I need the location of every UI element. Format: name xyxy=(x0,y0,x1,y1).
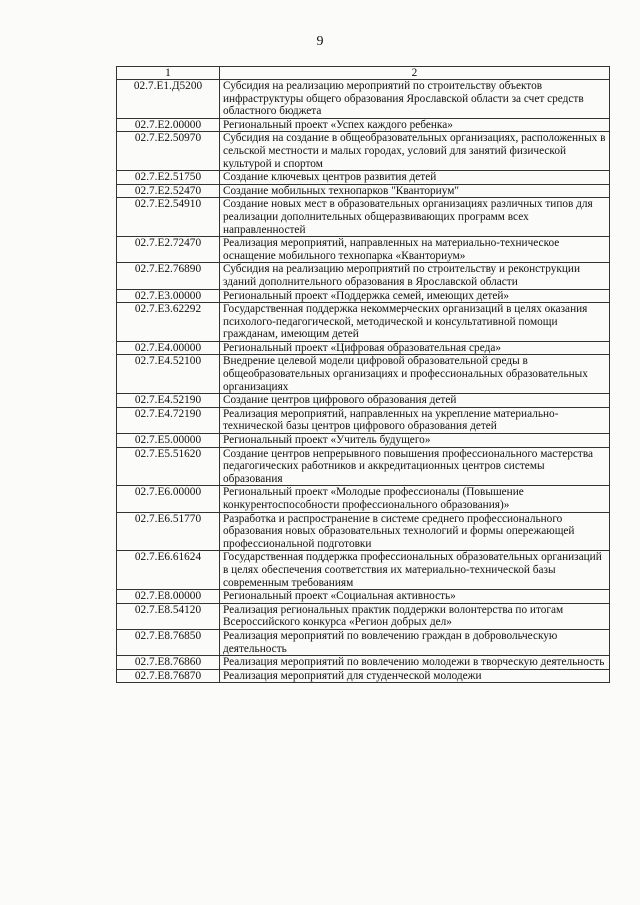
row-name: Субсидия на создание в общеобразовательных организациях, расположенных в сельской местности и малых городах, условий для занятий физической культурой и спортом xyxy=(220,132,610,171)
row-name: Создание ключевых центров развития детей xyxy=(220,171,610,185)
row-code: 02.7.E2.72470 xyxy=(117,237,220,263)
table-row xyxy=(117,407,610,433)
row-name: Региональный проект «Цифровая образовательная среда» xyxy=(220,341,610,355)
row-code: 02.7.E8.54120 xyxy=(117,603,220,629)
table-row xyxy=(117,118,610,132)
table-row xyxy=(117,80,610,119)
page-number: 9 xyxy=(316,34,324,49)
row-code: 02.7.E8.76850 xyxy=(117,629,220,655)
table-row xyxy=(117,303,610,342)
row-code: 02.7.E2.54910 xyxy=(117,198,220,237)
row-name: Создание мобильных технопарков "Кванториум" xyxy=(220,184,610,198)
row-code: 02.7.E4.72190 xyxy=(117,407,220,433)
table-row xyxy=(117,132,610,171)
row-code: 02.7.E4.52190 xyxy=(117,394,220,408)
table-row xyxy=(117,669,610,683)
row-name: Государственная поддержка профессиональных образовательных организаций в целях обеспечения соответствия их материально-технической базы современным требованиям xyxy=(220,551,610,590)
row-code: 02.7.E2.00000 xyxy=(117,118,220,132)
row-name: Государственная поддержка некоммерческих организаций в целях оказания психолого-педагогической, методической и консультативной помощи гражданам, имеющим детей xyxy=(220,303,610,342)
row-name: Региональный проект «Молодые профессионалы (Повышение конкурентоспособности профессионального образования)» xyxy=(220,486,610,512)
row-code: 02.7.E6.00000 xyxy=(117,486,220,512)
row-code: 02.7.E5.51620 xyxy=(117,447,220,486)
table-row xyxy=(117,394,610,408)
row-code: 02.7.E2.51750 xyxy=(117,171,220,185)
row-code: 02.7.E6.51770 xyxy=(117,512,220,551)
row-name: Реализация мероприятий по вовлечению граждан в добровольческую деятельность xyxy=(220,629,610,655)
row-name: Создание новых мест в образовательных организациях различных типов для реализации дополнительных общеразвивающих программ всех направленностей xyxy=(220,198,610,237)
table-row xyxy=(117,355,610,394)
table-row xyxy=(117,434,610,448)
row-name: Региональный проект «Учитель будущего» xyxy=(220,434,610,448)
table-row xyxy=(117,184,610,198)
row-code: 02.7.E2.50970 xyxy=(117,132,220,171)
row-name: Реализация мероприятий по вовлечению молодежи в творческую деятельность xyxy=(220,656,610,670)
table-header xyxy=(117,67,610,80)
row-name: Реализация региональных практик поддержки волонтерства по итогам Всероссийского конкурса «Регион добрых дел» xyxy=(220,603,610,629)
header-col-2: 2 xyxy=(220,67,610,80)
table-row xyxy=(117,629,610,655)
row-code: 02.7.E3.62292 xyxy=(117,303,220,342)
row-name: Субсидия на реализацию мероприятий по строительству объектов инфраструктуры общего образования Ярославской области за счет средств областного бюджета xyxy=(220,80,610,119)
row-name: Региональный проект «Социальная активность» xyxy=(220,590,610,604)
table-row xyxy=(117,603,610,629)
row-code: 02.7.E5.00000 xyxy=(117,434,220,448)
header-row xyxy=(117,67,610,80)
row-name: Создание центров непрерывного повышения профессионального мастерства педагогических работников и аккредитационных центров системы образования xyxy=(220,447,610,486)
row-code: 02.7.E4.00000 xyxy=(117,341,220,355)
table-row xyxy=(117,447,610,486)
row-code: 02.7.E1.Д5200 xyxy=(117,80,220,119)
row-name: Реализация мероприятий, направленных на материально-техническое оснащение мобильного технопарка «Кванториум» xyxy=(220,237,610,263)
row-name: Создание центров цифрового образования детей xyxy=(220,394,610,408)
budget-classification-table xyxy=(116,66,610,683)
table-row xyxy=(117,656,610,670)
row-name: Региональный проект «Поддержка семей, имеющих детей» xyxy=(220,289,610,303)
row-code: 02.7.E3.00000 xyxy=(117,289,220,303)
table-row xyxy=(117,512,610,551)
table-body xyxy=(117,80,610,683)
table-row xyxy=(117,263,610,289)
table-row xyxy=(117,590,610,604)
table-row xyxy=(117,198,610,237)
row-name: Реализация мероприятий для студенческой молодежи xyxy=(220,669,610,683)
row-code: 02.7.E6.61624 xyxy=(117,551,220,590)
row-code: 02.7.E2.52470 xyxy=(117,184,220,198)
table-row xyxy=(117,237,610,263)
row-name: Реализация мероприятий, направленных на укрепление материально-технической базы центров цифрового образования детей xyxy=(220,407,610,433)
row-code: 02.7.E8.00000 xyxy=(117,590,220,604)
header-col-1: 1 xyxy=(117,67,220,80)
row-name: Региональный проект «Успех каждого ребенка» xyxy=(220,118,610,132)
row-code: 02.7.E8.76870 xyxy=(117,669,220,683)
table-row xyxy=(117,486,610,512)
table-row xyxy=(117,341,610,355)
table-row xyxy=(117,551,610,590)
table-row xyxy=(117,289,610,303)
row-code: 02.7.E8.76860 xyxy=(117,656,220,670)
row-code: 02.7.E4.52100 xyxy=(117,355,220,394)
row-code: 02.7.E2.76890 xyxy=(117,263,220,289)
table-row xyxy=(117,171,610,185)
row-name: Внедрение целевой модели цифровой образовательной среды в общеобразовательных организациях и профессиональных образовательных организациях xyxy=(220,355,610,394)
row-name: Разработка и распространение в системе среднего профессионального образования новых образовательных технологий и формы опережающей профессиональной подготовки xyxy=(220,512,610,551)
row-name: Субсидия на реализацию мероприятий по строительству и реконструкции зданий дополнительного образования в Ярославской области xyxy=(220,263,610,289)
